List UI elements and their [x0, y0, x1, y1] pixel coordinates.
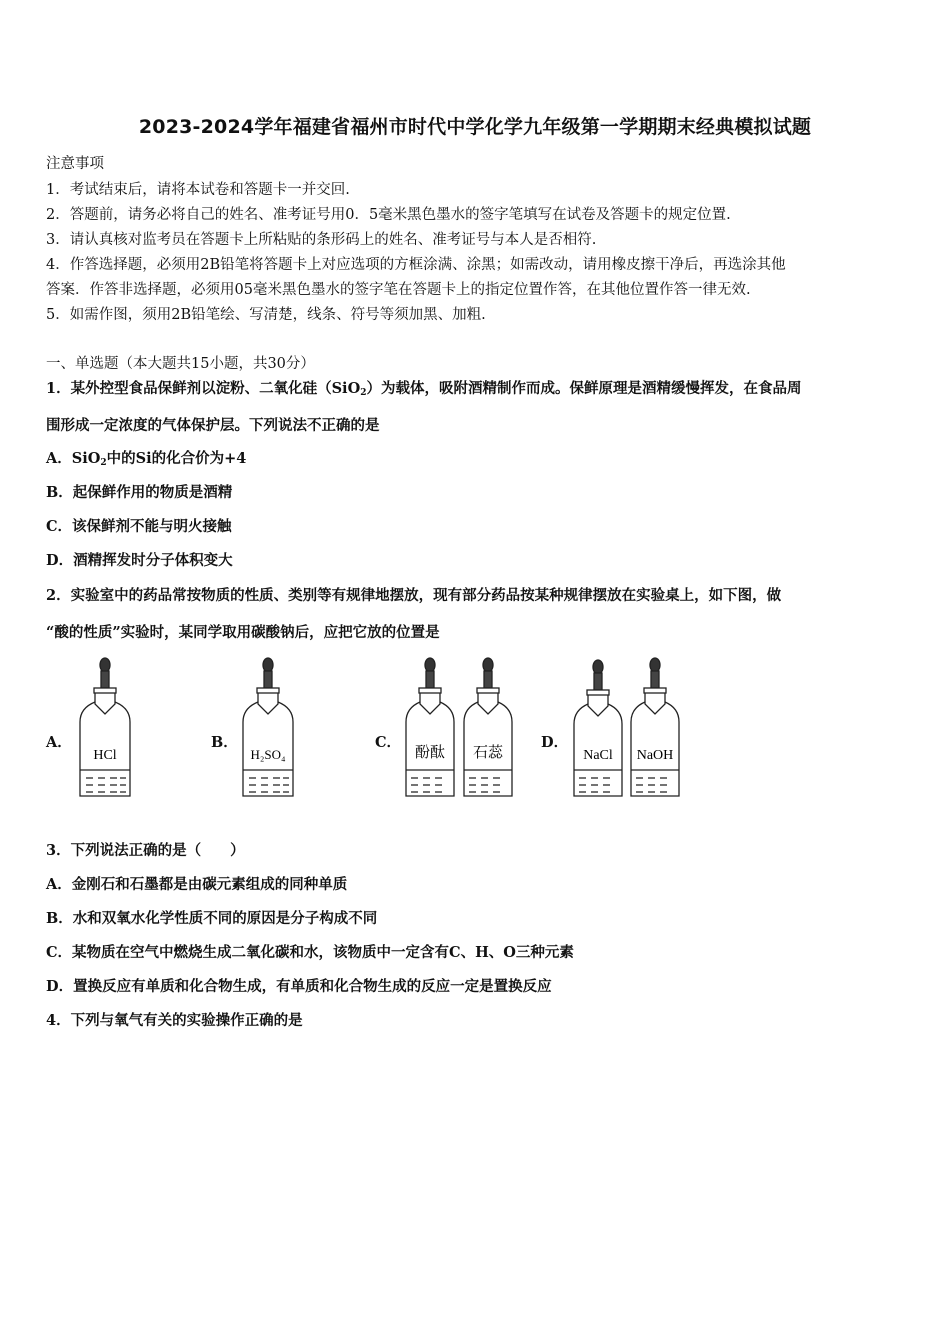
- reagent-bottle-litmus: [458, 656, 518, 801]
- q3-option-a: A．金刚石和石墨都是由碳元素组成的同种单质: [46, 876, 348, 893]
- q1-option-a-text: A．SiO: [46, 450, 101, 467]
- notice-item: 4．作答选择题，必须用2B铅笔将答题卡上对应选项的方框涂满、涂黑；如需改动，请用橡皮擦干净后，再选涂其他: [46, 257, 786, 273]
- bottle-label: 酚酞: [414, 743, 446, 761]
- q1-stem-a: 1．某外控型食品保鲜剂以淀粉、二氧化硅（SiO: [46, 380, 361, 397]
- q3-stem: 3．下列说法正确的是（ ）: [46, 842, 245, 859]
- q1-option-b: B．起保鲜作用的物质是酒精: [46, 484, 233, 501]
- q2-stem-line2: “酸的性质”实验时，某同学取用碳酸钠后，应把它放的位置是: [46, 624, 440, 641]
- bottle-label: NaCl: [583, 748, 613, 763]
- q1-stem: [46, 377, 801, 398]
- notice-item: 2．答题前，请务必将自己的姓名、准考证号用0．5毫米黑色墨水的签字笔填写在试卷及答题卡的规定位置.: [46, 207, 731, 223]
- q1-stem-line2: 围形成一定浓度的气体保护层。下列说法不正确的是: [46, 417, 380, 434]
- notice-heading: 注意事项: [46, 156, 104, 172]
- q1-option-c: C．该保鲜剂不能与明火接触: [46, 518, 232, 535]
- q1-option-d: D．酒精挥发时分子体积变大: [46, 552, 233, 569]
- q3-option-d: D．置换反应有单质和化合物生成，有单质和化合物生成的反应一定是置换反应: [46, 978, 552, 995]
- page-title: 2023-2024学年福建省福州市时代中学化学九年级第一学期期末经典模拟试题: [138, 116, 812, 138]
- notice-item: 5．如需作图，须用2B铅笔绘、写清楚，线条、符号等须加黑、加粗.: [46, 307, 486, 323]
- bottle-label: HCl: [93, 748, 117, 763]
- notice-item: 答案．作答非选择题，必须用05毫米黑色墨水的签字笔在答题卡上的指定位置作答，在其他位置作答一律无效.: [46, 282, 751, 298]
- q1-stem-sub: 2: [360, 388, 367, 398]
- q1-stem-b: ）为载体，吸附酒精制作而成。保鲜原理是酒精缓慢挥发，在食品周: [366, 380, 802, 397]
- q2-option-a-label: A．: [46, 734, 72, 751]
- reagent-bottle-hcl: [72, 656, 138, 801]
- q4-stem: 4．下列与氧气有关的实验操作正确的是: [46, 1012, 303, 1029]
- q1-option-a: [46, 447, 246, 468]
- q2-option-b-label: B．: [211, 734, 238, 751]
- section-heading: 一、单选题（本大题共15小题，共30分）: [46, 356, 315, 372]
- q1-option-a-text2: 中的Si的化合价为+4: [106, 450, 247, 467]
- bottle-label: H₂SO₄: [250, 747, 286, 762]
- notice-item: 1．考试结束后，请将本试卷和答题卡一并交回.: [46, 182, 350, 198]
- bottle-label: NaOH: [636, 748, 674, 763]
- notice-item: 3．请认真核对监考员在答题卡上所粘贴的条形码上的姓名、准考证号与本人是否相符.: [46, 232, 597, 248]
- reagent-bottle-nacl: [568, 656, 628, 801]
- q2-stem: 2．实验室中的药品常按物质的性质、类别等有规律地摆放，现有部分药品按某种规律摆放在实验桌上，如下图，做: [46, 587, 782, 604]
- q2-option-c-label: C．: [375, 734, 402, 751]
- q1-option-a-sub: 2: [100, 458, 107, 468]
- q3-option-b: B．水和双氧水化学性质不同的原因是分子构成不同: [46, 910, 378, 927]
- reagent-bottle-phenolphthalein: [400, 656, 460, 801]
- q2-option-d-label: D．: [541, 734, 569, 751]
- reagent-bottle-naoh: [625, 656, 685, 801]
- reagent-bottle-h2so4: [235, 656, 301, 801]
- q3-option-c: C．某物质在空气中燃烧生成二氧化碳和水，该物质中一定含有C、H、O三种元素: [46, 944, 574, 961]
- bottle-label: 石蕊: [472, 743, 504, 761]
